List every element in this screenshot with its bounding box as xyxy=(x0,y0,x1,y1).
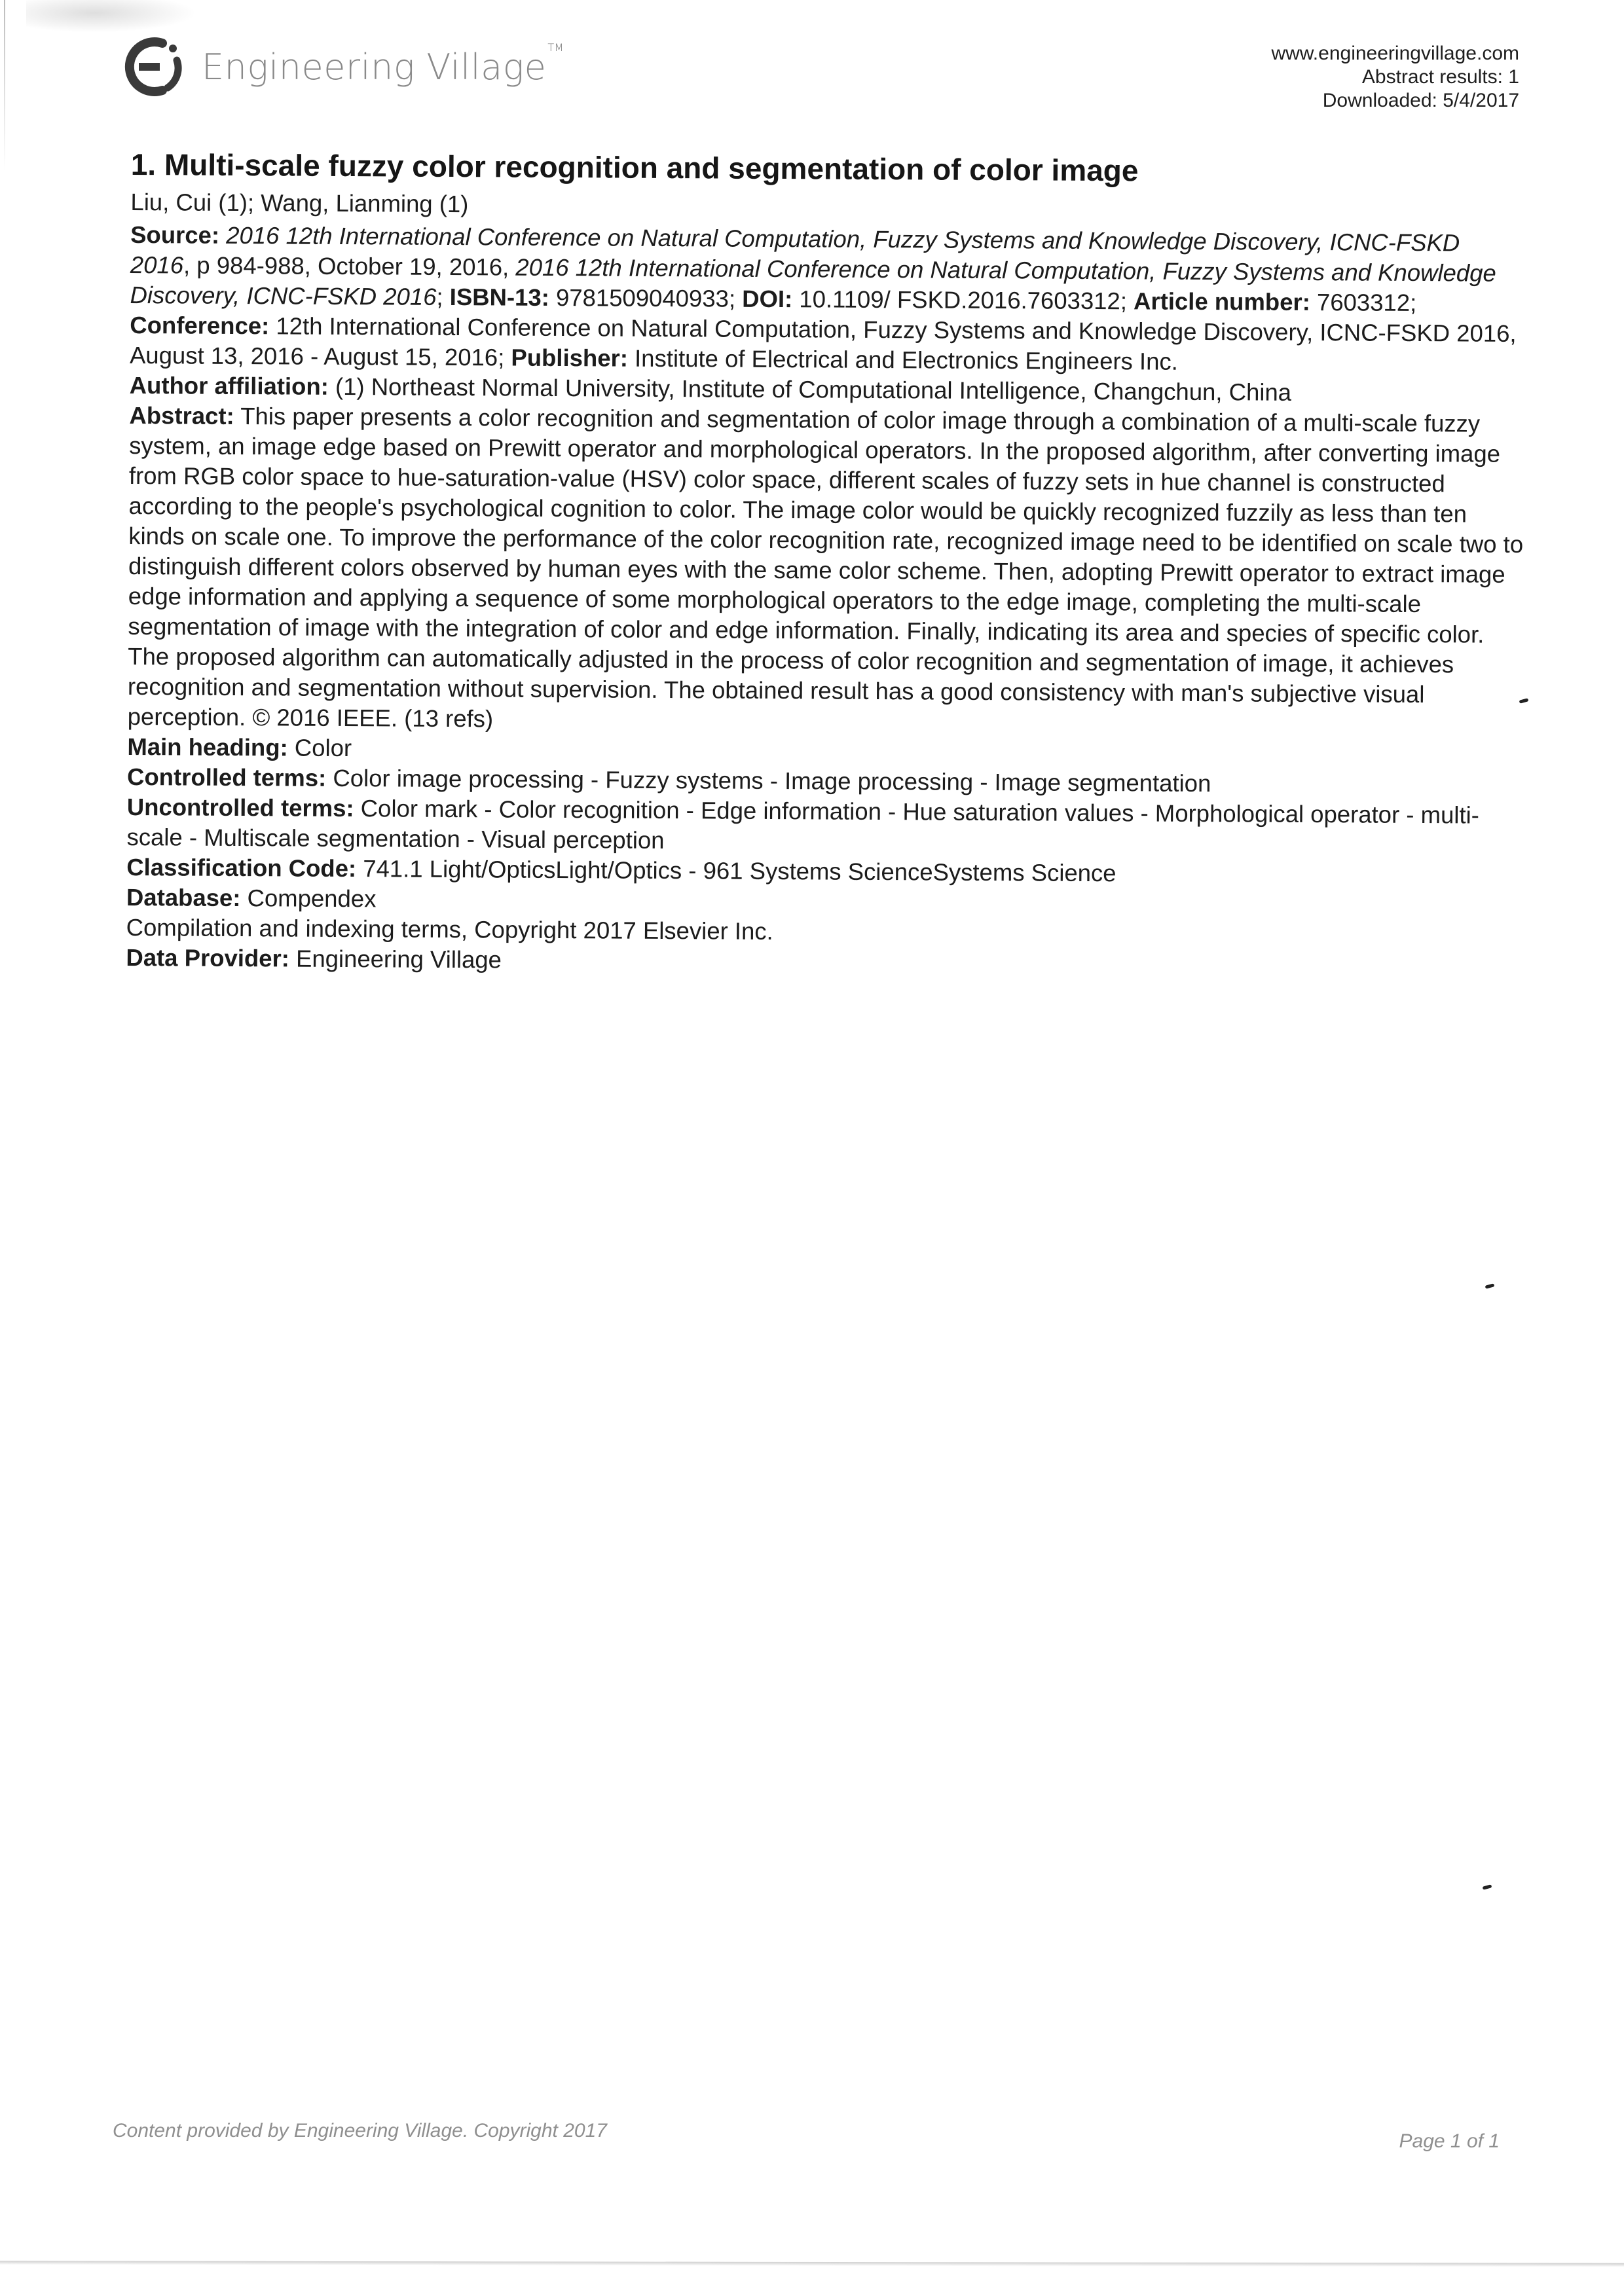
controlled-terms-value: Color image processing - Fuzzy systems - Image processing - Image segmentation xyxy=(326,764,1211,797)
abstract xyxy=(128,401,1524,740)
classification-code-label: Classification Code: xyxy=(126,853,357,883)
scan-left-edge xyxy=(4,0,5,170)
page-footer xyxy=(113,2120,1500,2152)
footer-copyright: Content provided by Engineering Village. Copyright 2017 xyxy=(113,2120,607,2141)
publisher-value: Institute of Electrical and Electronics Engineers Inc. xyxy=(627,344,1178,375)
abstract-results-count: Abstract results: 1 xyxy=(1361,66,1519,88)
publisher-label: Publisher: xyxy=(511,344,629,372)
article-number-value: 7603312; xyxy=(1310,289,1417,316)
isbn-label: ISBN-13: xyxy=(449,283,549,311)
scan-mark xyxy=(1485,1283,1495,1288)
download-meta xyxy=(1271,42,1519,113)
conference-label: Conference: xyxy=(130,311,270,340)
record-authors: Liu, Cui (1); Wang, Lianming (1) xyxy=(130,188,469,218)
main-heading-label: Main heading: xyxy=(127,733,288,761)
abstract-label: Abstract: xyxy=(129,401,234,429)
database-value: Compendex xyxy=(240,884,377,913)
source-pages-date: , p 984-988, October 19, 2016, xyxy=(183,251,516,281)
doi-label: DOI: xyxy=(742,285,793,313)
download-date: Downloaded: 5/4/2017 xyxy=(1322,90,1519,111)
isbn-value: 9781509040933; xyxy=(549,283,743,312)
page-number: Page 1 of 1 xyxy=(1399,2130,1500,2152)
database-label: Database: xyxy=(126,883,241,912)
affiliation-value: (1) Northeast Normal University, Institute of Computational Intelligence, Changchun, China xyxy=(328,373,1292,406)
doi-value: 10.1109/ FSKD.2016.7603312; xyxy=(792,285,1134,315)
uncontrolled-terms xyxy=(126,792,1522,861)
article-number-label: Article number: xyxy=(1133,287,1310,316)
engineering-village-logo[interactable] xyxy=(124,34,564,100)
paper-edge xyxy=(0,2261,1624,2267)
copyright-line: Compilation and indexing terms, Copyright 2017 Elsevier Inc. xyxy=(126,913,773,945)
affiliation-label: Author affiliation: xyxy=(129,371,329,400)
source-proceedings: 2016 12th International Conference on Natural Computation, Fuzzy Systems and Knowledge Discovery, ICNC-FSKD 2016 xyxy=(130,253,1496,310)
uncontrolled-terms-value: Color mark - Color recognition - Edge information - Hue saturation values - Morphological operator - multi-scale - Multiscale segmentation - Visual perception xyxy=(126,795,1479,854)
source-label: Source: xyxy=(130,221,220,249)
main-heading-value: Color xyxy=(287,734,352,762)
uncontrolled-terms-label: Uncontrolled terms: xyxy=(126,793,354,822)
abstract-record xyxy=(126,145,1526,981)
source-sep: ; xyxy=(436,283,450,310)
controlled-terms-label: Controlled terms: xyxy=(126,763,327,792)
source-conference: 2016 12th International Conference on Natural Computation, Fuzzy Systems and Knowledge Discovery, ICNC-FSKD 2016 xyxy=(130,221,1460,279)
trademark: TM xyxy=(547,41,564,54)
scan-mark xyxy=(1483,1884,1492,1889)
abstract-text: This paper presents a color recognition and segmentation of color image through a combination of a multi-scale fuzzy system, an image edge based on Prewitt operator and morphological operators. In the proposed algorithm, after converting image from RGB color space to hue-saturation-value (HSV) color space, different scales of fuzzy sets in hue channel is constructed according to the people's psychological cognition to color. The image color would be quickly recognized fuzzily as less than ten kinds on scale one. To improve the performance of the color recognition rate, recognized image need to be identified on scale two to distinguish different colors observed by human eyes with the same color scheme. Then, adopting Prewitt operator to extract image edge information and applying a sequence of some morphological operators to the edge image, completing the multi-scale segmentation of image with the integration of color and edge information. Finally, indicating its area and species of specific color. The proposed algorithm can automatically adjusted in the process of color recognition and segmentation of image, it achieves recognition and segmentation without supervision. The obtained result has a good consistency with man's subjective visual perception. © 2016 IEEE. (13 refs) xyxy=(127,402,1524,733)
site-url[interactable]: www.engineeringvillage.com xyxy=(1271,43,1519,64)
record-source-block xyxy=(130,220,1525,379)
data-provider-label: Data Provider: xyxy=(126,943,290,972)
logo-text: Engineering Village ™ xyxy=(202,41,564,88)
conference-value: 12th International Conference on Natural Computation, Fuzzy Systems and Knowledge Discovery, ICNC-FSKD 2016, August 13, 2016 - August 15, 2016; xyxy=(129,312,1517,371)
data-provider-value: Engineering Village xyxy=(289,945,502,974)
ei-logo-icon xyxy=(124,34,190,100)
classification-code-value: 741.1 Light/OpticsLight/Optics - 961 Systems ScienceSystems Science xyxy=(356,855,1116,887)
page-header xyxy=(124,26,1519,118)
record-title: 1. Multi-scale fuzzy color recognition and segmentation of color image xyxy=(130,147,1139,188)
